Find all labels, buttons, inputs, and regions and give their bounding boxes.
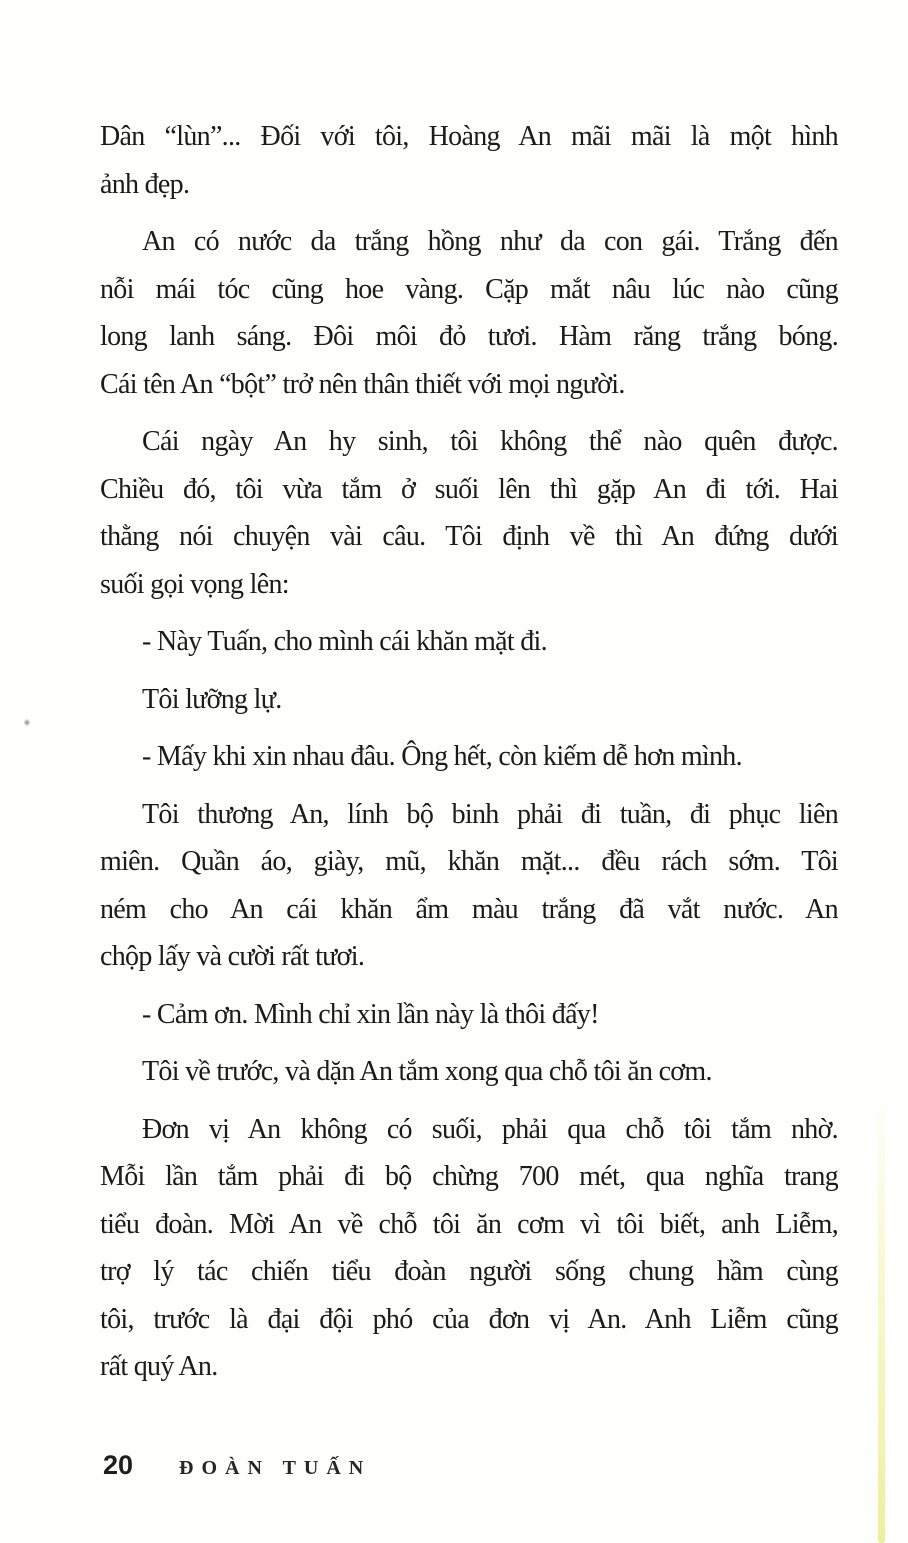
- page-footer: [103, 1450, 703, 1481]
- text-line: - Mấy khi xin nhau đâu. Ông hết, còn kiếm dễ hơn mình.: [142, 741, 742, 772]
- paragraph: [100, 676, 838, 724]
- text-line: nỗi mái tóc cũng hoe vàng. Cặp mắt nâu lúc nào cũng: [100, 273, 838, 305]
- text-line: miên. Quần áo, giày, mũ, khăn mặt... đều rách sớm. Tôi: [100, 846, 838, 877]
- text-line: ném cho An cái khăn ẩm màu trắng đã vắt nước. An: [100, 893, 838, 925]
- paragraph: [100, 733, 838, 781]
- running-author-name: ĐOÀN TUẤN: [179, 1457, 372, 1479]
- scan-edge-artifact: [878, 1095, 885, 1543]
- text-line: Tôi về trước, và dặn An tắm xong qua chỗ tôi ăn cơm.: [142, 1056, 712, 1087]
- text-line: - Cảm ơn. Mình chỉ xin lần này là thôi đấy!: [142, 998, 599, 1030]
- text-line: tôi, trước là đại đội phó của đơn vị An. Anh Liễm cũng: [100, 1303, 838, 1335]
- text-line: chộp lấy và cười rất tươi.: [100, 941, 365, 972]
- paragraph: [100, 1048, 838, 1096]
- paragraph: [100, 618, 838, 666]
- text-line: long lanh sáng. Đôi môi đỏ tươi. Hàm răng trắng bóng.: [100, 321, 838, 352]
- text-line: suối gọi vọng lên:: [100, 568, 289, 600]
- text-line: Tôi thương An, lính bộ binh phải đi tuần, đi phục liên: [142, 798, 838, 830]
- paragraph: [100, 991, 838, 1039]
- text-line: Cái ngày An hy sinh, tôi không thể nào quên được.: [142, 426, 838, 457]
- text-line: ảnh đẹp.: [100, 168, 190, 200]
- text-line: Đơn vị An không có suối, phải qua chỗ tôi tắm nhờ.: [142, 1113, 838, 1145]
- paragraph: [100, 218, 838, 408]
- paragraph: [100, 1106, 838, 1391]
- text-line: Cái tên An “bột” trở nên thân thiết với mọi người.: [100, 368, 625, 400]
- paragraph: [100, 418, 838, 608]
- text-line: Chiều đó, tôi vừa tắm ở suối lên thì gặp An đi tới. Hai: [100, 473, 838, 505]
- text-line: An có nước da trắng hồng như da con gái. Trắng đến: [142, 226, 838, 257]
- scan-speck-artifact: [24, 719, 30, 726]
- text-line: tiểu đoàn. Mời An về chỗ tôi ăn cơm vì tôi biết, anh Liễm,: [100, 1208, 838, 1240]
- text-line: - Này Tuấn, cho mình cái khăn mặt đi.: [142, 626, 547, 657]
- paragraph: [100, 113, 838, 208]
- text-line: Dân “lùn”... Đối với tôi, Hoàng An mãi mãi là một hình: [100, 121, 838, 152]
- page-number: 20: [103, 1450, 134, 1480]
- text-line: thằng nói chuyện vài câu. Tôi định về thì An đứng dưới: [100, 521, 838, 552]
- body-text: [100, 113, 838, 1401]
- text-line: trợ lý tác chiến tiểu đoàn người sống chung hầm cùng: [100, 1256, 838, 1287]
- text-line: Tôi lưỡng lự.: [142, 683, 282, 715]
- paragraph: [100, 791, 838, 981]
- text-line: rất quý An.: [100, 1351, 218, 1382]
- text-line: Mỗi lần tắm phải đi bộ chừng 700 mét, qua nghĩa trang: [100, 1161, 838, 1192]
